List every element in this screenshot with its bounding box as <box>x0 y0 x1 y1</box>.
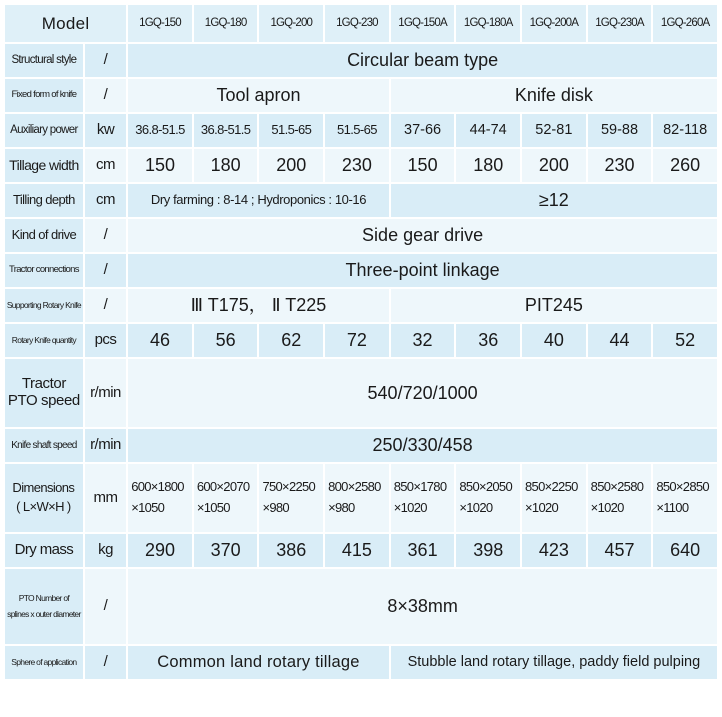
cell: 640 <box>653 534 717 567</box>
row-dimensions <box>5 464 717 532</box>
cell: 415 <box>325 534 389 567</box>
row-unit: cm <box>85 149 126 182</box>
cell: 44 <box>588 324 652 357</box>
model-name: 1GQ-200A <box>522 5 586 42</box>
dim-line1: 600×2070 <box>196 479 250 495</box>
dim-line1: 850×2050 <box>459 479 512 495</box>
model-name: 1GQ-230 <box>325 5 389 42</box>
row-unit: / <box>85 79 126 112</box>
row-unit: / <box>85 44 126 77</box>
cell: 56 <box>194 324 258 357</box>
row-value-a: Dry farming : 8-14 ; Hydroponics : 10-16 <box>128 184 389 217</box>
cell: 457 <box>588 534 652 567</box>
row-fixed-form <box>5 79 717 112</box>
row-label: Tillage width <box>5 149 83 182</box>
row-tractor-connections <box>5 254 717 287</box>
row-unit: / <box>85 289 126 322</box>
row-label: Tilling depth <box>5 184 83 217</box>
row-value: 250/330/458 <box>128 429 717 462</box>
dim-line1: 750×2250 <box>262 479 316 495</box>
dim-line2: ×980 <box>328 500 355 515</box>
row-application <box>5 646 717 679</box>
row-value-b: Stubble land rotary tillage, paddy field pulping <box>391 646 717 679</box>
row-value-a: Common land rotary tillage <box>128 646 389 679</box>
cell: 59-88 <box>588 114 652 147</box>
cell <box>588 464 652 532</box>
cell: 36 <box>456 324 520 357</box>
header-row <box>5 5 717 42</box>
cell: 150 <box>128 149 192 182</box>
cell: 290 <box>128 534 192 567</box>
cell: 423 <box>522 534 586 567</box>
cell: 361 <box>391 534 455 567</box>
cell: 370 <box>194 534 258 567</box>
model-name: 1GQ-230A <box>588 5 652 42</box>
dim-line2: ×1050 <box>196 500 230 515</box>
row-value: Circular beam type <box>128 44 717 77</box>
row-label <box>5 569 83 644</box>
dim-line1: 850×2850 <box>656 479 709 495</box>
row-structural-style <box>5 44 717 77</box>
dim-line2: ×1020 <box>590 500 624 515</box>
row-label: Tractor connections <box>5 254 83 287</box>
cell <box>128 464 192 532</box>
row-label-line2: ( L×W×H ) <box>16 499 71 514</box>
cell: 40 <box>522 324 586 357</box>
cell: 180 <box>456 149 520 182</box>
row-label-line1: PTO Number of <box>18 592 70 603</box>
cell: 51.5-65 <box>325 114 389 147</box>
dim-line2: ×1050 <box>131 500 165 515</box>
spec-table <box>3 3 719 681</box>
row-unit: / <box>85 254 126 287</box>
model-name: 1GQ-150A <box>391 5 455 42</box>
dim-line1: 850×2580 <box>590 479 644 495</box>
row-label: Kind of drive <box>5 219 83 252</box>
row-label <box>5 464 83 532</box>
row-value-b: PIT245 <box>391 289 717 322</box>
row-dry-mass <box>5 534 717 567</box>
row-value-b: Knife disk <box>391 79 717 112</box>
cell: 82-118 <box>653 114 717 147</box>
dim-line2: ×1020 <box>525 500 559 515</box>
row-unit: / <box>85 646 126 679</box>
dim-line1: 800×2580 <box>328 479 381 495</box>
model-name: 1GQ-200 <box>259 5 323 42</box>
row-tillage-width <box>5 149 717 182</box>
dim-line2: ×1020 <box>393 500 427 515</box>
cell: 398 <box>456 534 520 567</box>
row-unit: cm <box>85 184 126 217</box>
model-name: 1GQ-180A <box>456 5 520 42</box>
cell: 260 <box>653 149 717 182</box>
row-value-a: Tool apron <box>128 79 389 112</box>
row-value: Three-point linkage <box>128 254 717 287</box>
row-value: Side gear drive <box>128 219 717 252</box>
row-label: Rotary Knife quantity <box>5 324 83 357</box>
row-knife-quantity <box>5 324 717 357</box>
row-value: 540/720/1000 <box>128 359 717 427</box>
cell <box>259 464 323 532</box>
row-unit: pcs <box>85 324 126 357</box>
cell: 230 <box>588 149 652 182</box>
cell <box>653 464 717 532</box>
cell: 52 <box>653 324 717 357</box>
cell: 37-66 <box>391 114 455 147</box>
cell: 180 <box>194 149 258 182</box>
cell: 32 <box>391 324 455 357</box>
cell: 36.8-51.5 <box>194 114 258 147</box>
cell: 52-81 <box>522 114 586 147</box>
row-unit: kw <box>85 114 126 147</box>
row-kind-of-drive <box>5 219 717 252</box>
dim-line1: 850×2250 <box>525 479 578 495</box>
cell: 200 <box>522 149 586 182</box>
row-label: Structural style <box>5 44 83 77</box>
row-label: Supporting Rotary Knife <box>5 289 83 322</box>
cell: 230 <box>325 149 389 182</box>
row-value: 8×38mm <box>128 569 717 644</box>
dim-line2: ×980 <box>262 500 289 515</box>
row-pto-speed <box>5 359 717 427</box>
row-unit: mm <box>85 464 126 532</box>
row-label: Sphere of application <box>5 646 83 679</box>
cell <box>522 464 586 532</box>
row-value-a: Ⅲ T175， Ⅱ T225 <box>128 289 389 322</box>
row-label: Knife shaft speed <box>5 429 83 462</box>
model-name: 1GQ-150 <box>128 5 192 42</box>
cell: 150 <box>391 149 455 182</box>
row-label: Auxiliary power <box>5 114 83 147</box>
row-aux-power <box>5 114 717 147</box>
row-value-b: ≥12 <box>391 184 717 217</box>
cell: 44-74 <box>456 114 520 147</box>
row-tilling-depth <box>5 184 717 217</box>
row-supporting-knife <box>5 289 717 322</box>
model-name: 1GQ-260A <box>653 5 717 42</box>
cell: 46 <box>128 324 192 357</box>
cell: 36.8-51.5 <box>128 114 192 147</box>
row-shaft-speed <box>5 429 717 462</box>
row-label: Tractor PTO speed <box>5 359 83 427</box>
cell <box>391 464 455 532</box>
cell <box>456 464 520 532</box>
dim-line2: ×1020 <box>459 500 493 515</box>
cell: 51.5-65 <box>259 114 323 147</box>
cell: 72 <box>325 324 389 357</box>
row-label-line1: Dimensions <box>12 480 75 496</box>
dim-line2: ×1100 <box>656 500 689 515</box>
row-pto-splines <box>5 569 717 644</box>
cell: 200 <box>259 149 323 182</box>
row-label: Dry mass <box>5 534 83 567</box>
dim-line1: 600×1800 <box>131 479 184 495</box>
cell: 386 <box>259 534 323 567</box>
row-unit: / <box>85 219 126 252</box>
row-unit: / <box>85 569 126 644</box>
cell <box>325 464 389 532</box>
cell <box>194 464 258 532</box>
model-name: 1GQ-180 <box>194 5 258 42</box>
row-unit: r/min <box>85 359 126 427</box>
row-label: Fixed form of knife <box>5 79 83 112</box>
row-unit: kg <box>85 534 126 567</box>
model-header: Model <box>5 5 126 42</box>
row-unit: r/min <box>85 429 126 462</box>
dim-line1: 850×1780 <box>393 479 447 495</box>
cell: 62 <box>259 324 323 357</box>
row-label-line2: splines x outer diameter <box>7 608 81 619</box>
